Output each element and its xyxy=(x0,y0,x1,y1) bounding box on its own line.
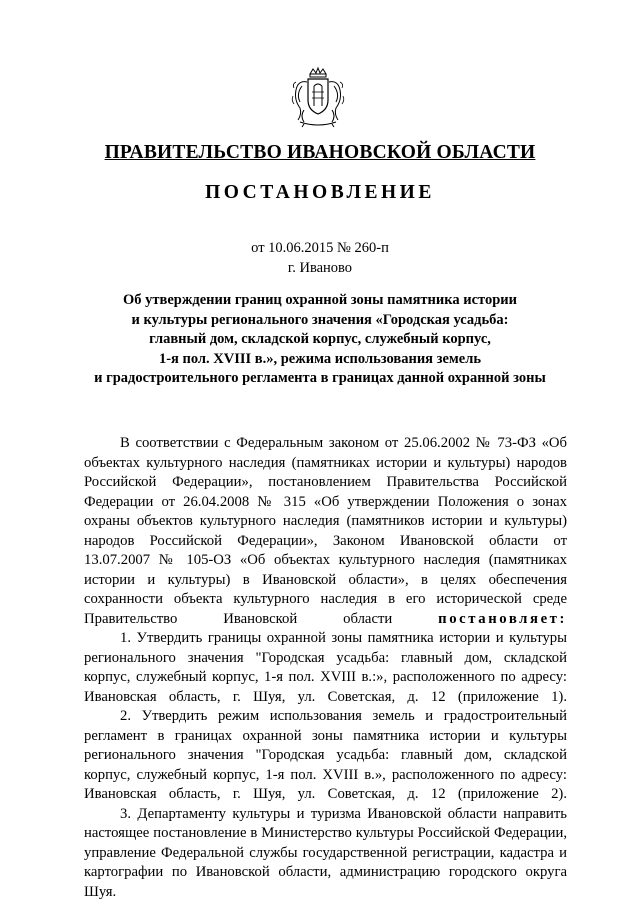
document-type-heading: ПОСТАНОВЛЕНИЕ xyxy=(205,182,435,203)
title-line: и культуры регионального значения «Городская усадьба: xyxy=(131,311,509,328)
date-and-place xyxy=(0,238,640,278)
title-line: 1-я пол. XVIII в.», режима использования земель xyxy=(158,350,482,367)
document-body xyxy=(84,434,567,902)
document-title xyxy=(0,291,640,389)
decree-word: постановляет: xyxy=(438,610,567,627)
item-paragraph: 3. Департаменту культуры и туризма Ивановской области направить настоящее постановление в Министерство культуры Российской Федерации, управление Федеральной службы государственной регистрации, кадастра и картографии по Ивановской области, администрацию городского округа Шуя. xyxy=(84,805,567,900)
city: г. Иваново xyxy=(287,260,353,276)
date-number: от 10.06.2015 № 260-п xyxy=(251,240,389,256)
title-line: и градостроительного регламента в границах данной охранной зоны xyxy=(94,370,546,386)
coat-of-arms-emblem xyxy=(290,66,346,128)
title-line: Об утверждении границ охранной зоны памятника истории xyxy=(122,292,517,308)
item-paragraph: 1. Утвердить границы охранной зоны памятника истории и культуры регионального значения "Городская усадьба: главный дом, складской корпус, служебный корпус, 1-я пол. XVIII в.:», расположенного по адресу: Ивановская область, г. Шуя, ул. Советская, д. 12 (приложение 1). xyxy=(84,630,567,705)
title-line: главный дом, складской корпус, служебный корпус, xyxy=(149,331,491,347)
preamble-text: В соответствии с Федеральным законом от 25.06.2002 № 73-ФЗ «Об объектах культурного наследия (памятниках истории и культуры) народов Российской Федерации», постановлением Правительства Российской Федерации от 26.04.2008 № 315 «Об утверждении Положения о зонах охраны объектов культурного наследия (памятников истории и культуры) народов Российской Федерации», Законом Ивановской области от 13.07.2007 № 105-ОЗ «Об объектах культурного наследия (памятниках истории и культуры) в Ивановской области», в целях обеспечения сохранности объекта культурного наследия в его исторической среде Правительство Ивановской области xyxy=(84,435,567,627)
item-paragraph: 2. Утвердить режим использования земель и градостроительный регламент в границах охранной зоны памятника истории и культуры регионального значения "Городская усадьба: главный дом, складской корпус, служебный корпус, 1-я пол. XVIII в.», расположенного по адресу: Ивановская область, г. Шуя, ул. Советская, д. 12 (приложение 2). xyxy=(84,708,567,802)
preamble-paragraph xyxy=(84,434,567,629)
organization-heading: ПРАВИТЕЛЬСТВО ИВАНОВСКОЙ ОБЛАСТИ xyxy=(104,142,536,163)
